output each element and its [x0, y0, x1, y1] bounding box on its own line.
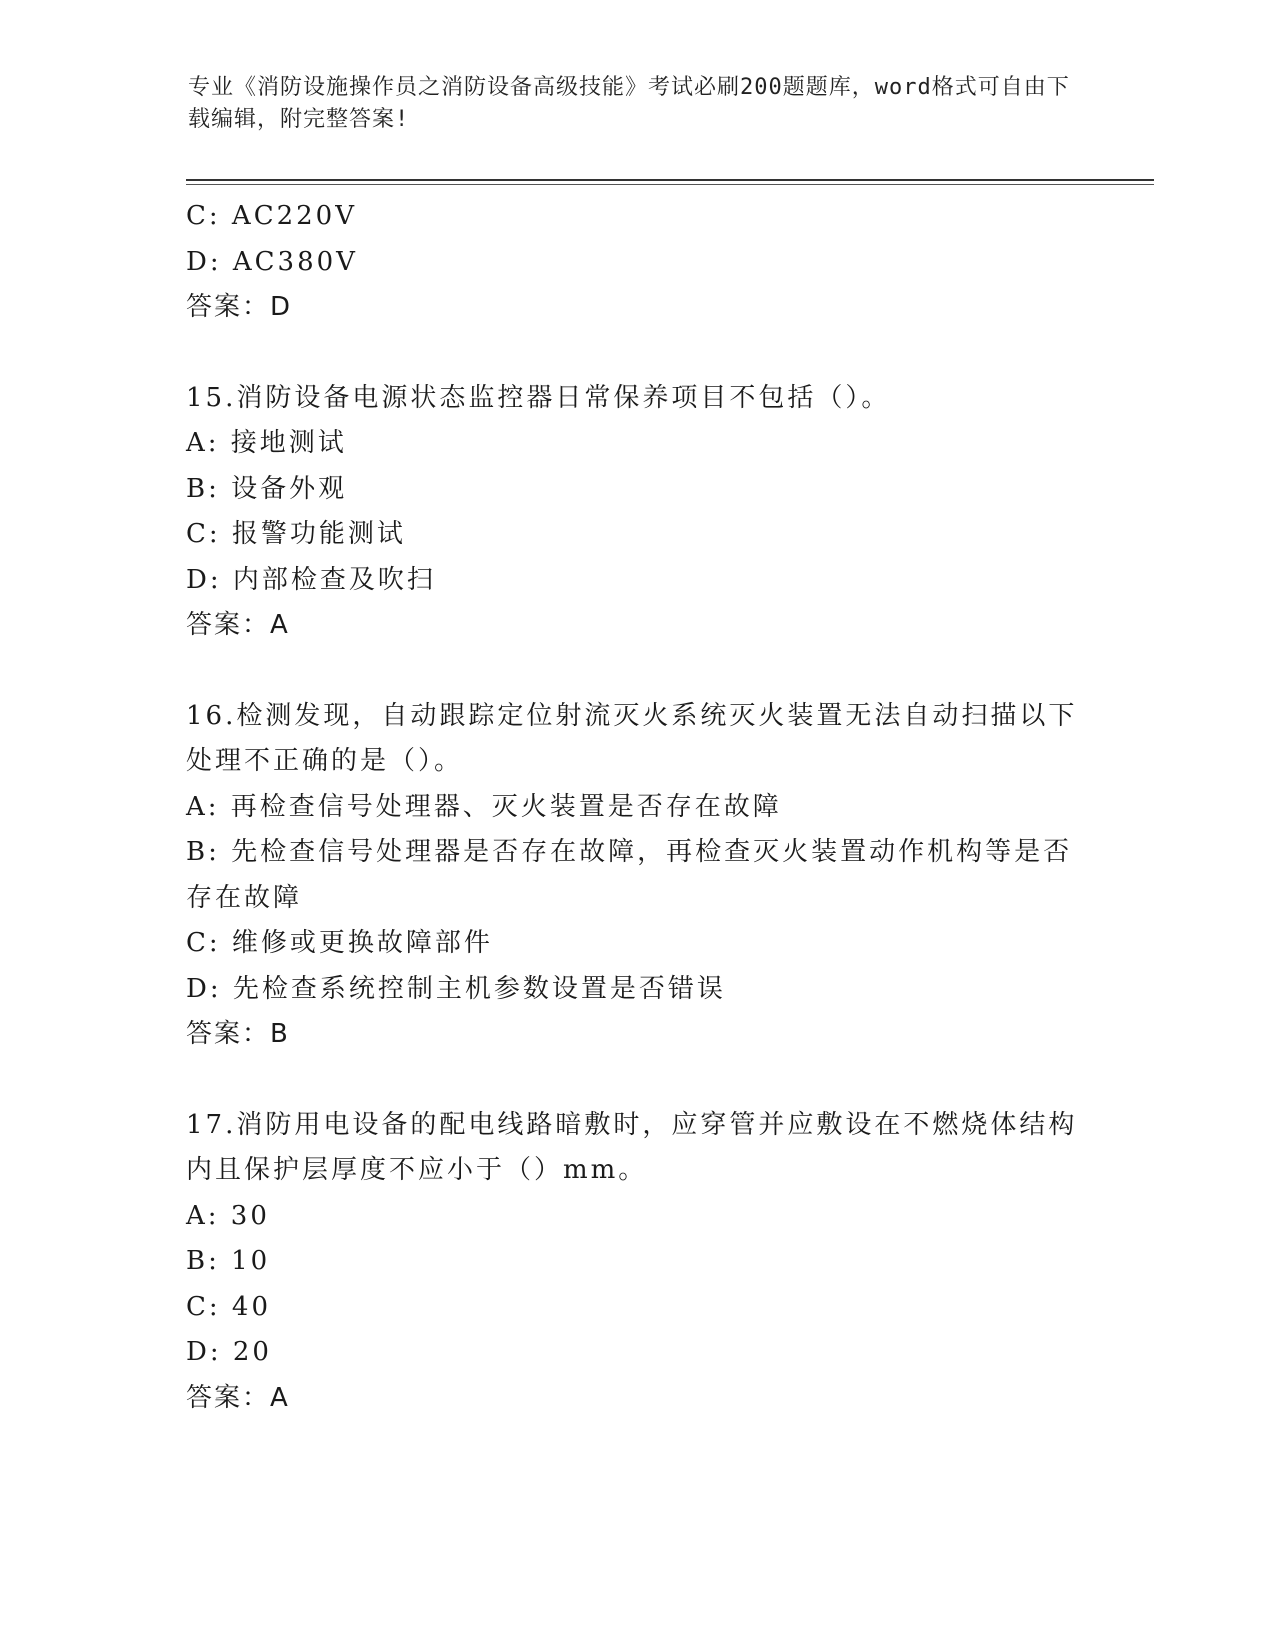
- question-15: [186, 376, 1086, 649]
- option-b: B: 设备外观: [186, 473, 348, 504]
- option-d: D: 20: [186, 1337, 272, 1367]
- spacer: [186, 1058, 1086, 1103]
- option-d: D: 内部检查及吹扫: [186, 564, 436, 595]
- option-c: C: AC220V: [186, 201, 357, 231]
- answer-line: 答案：A: [186, 610, 290, 640]
- option-a: A: 30: [186, 1200, 270, 1231]
- option-a: A: 接地测试: [186, 428, 347, 458]
- option-b: B: 先检查信号处理器是否存在故障，再检查灭火装置动作机构等是否存在故障: [186, 837, 1073, 913]
- option-c: C: 维修或更换故障部件: [186, 928, 493, 958]
- option-d: D: AC380V: [186, 246, 358, 277]
- question-stem: 15.消防设备电源状态监控器日常保养项目不包括（）。: [186, 382, 891, 413]
- option-c: C: 报警功能测试: [186, 519, 406, 549]
- option-c: C: 40: [186, 1291, 272, 1322]
- answer-line: 答案：A: [186, 1382, 290, 1413]
- question-17: [186, 1103, 1086, 1422]
- option-b: B: 10: [186, 1246, 271, 1276]
- header-divider: [186, 179, 1154, 181]
- spacer: [186, 649, 1086, 694]
- header-title: 专业《消防设施操作员之消防设备高级技能》考试必刷200题题库，word格式可自由下载编辑，附完整答案!: [188, 75, 1070, 132]
- answer-line: 答案：B: [186, 1019, 290, 1049]
- question-16: [186, 694, 1086, 1058]
- header-divider-thin: [186, 184, 1154, 185]
- answer-line: 答案：D: [186, 292, 293, 322]
- page-header: [188, 72, 1088, 136]
- question-stem: 17.消防用电设备的配电线路暗敷时，应穿管并应敷设在不燃烧体结构内且保护层厚度不应小于（）mm。: [186, 1109, 1078, 1185]
- option-d: D: 先检查系统控制主机参数设置是否错误: [186, 973, 726, 1004]
- question-stem: 16.检测发现，自动跟踪定位射流灭火系统灭火装置无法自动扫描以下处理不正确的是（）。: [186, 700, 1078, 776]
- option-a: A: 再检查信号处理器、灭火装置是否存在故障: [186, 791, 782, 822]
- spacer: [186, 331, 1086, 376]
- document-body: [186, 194, 1086, 1421]
- question-14-continuation: [186, 194, 1086, 331]
